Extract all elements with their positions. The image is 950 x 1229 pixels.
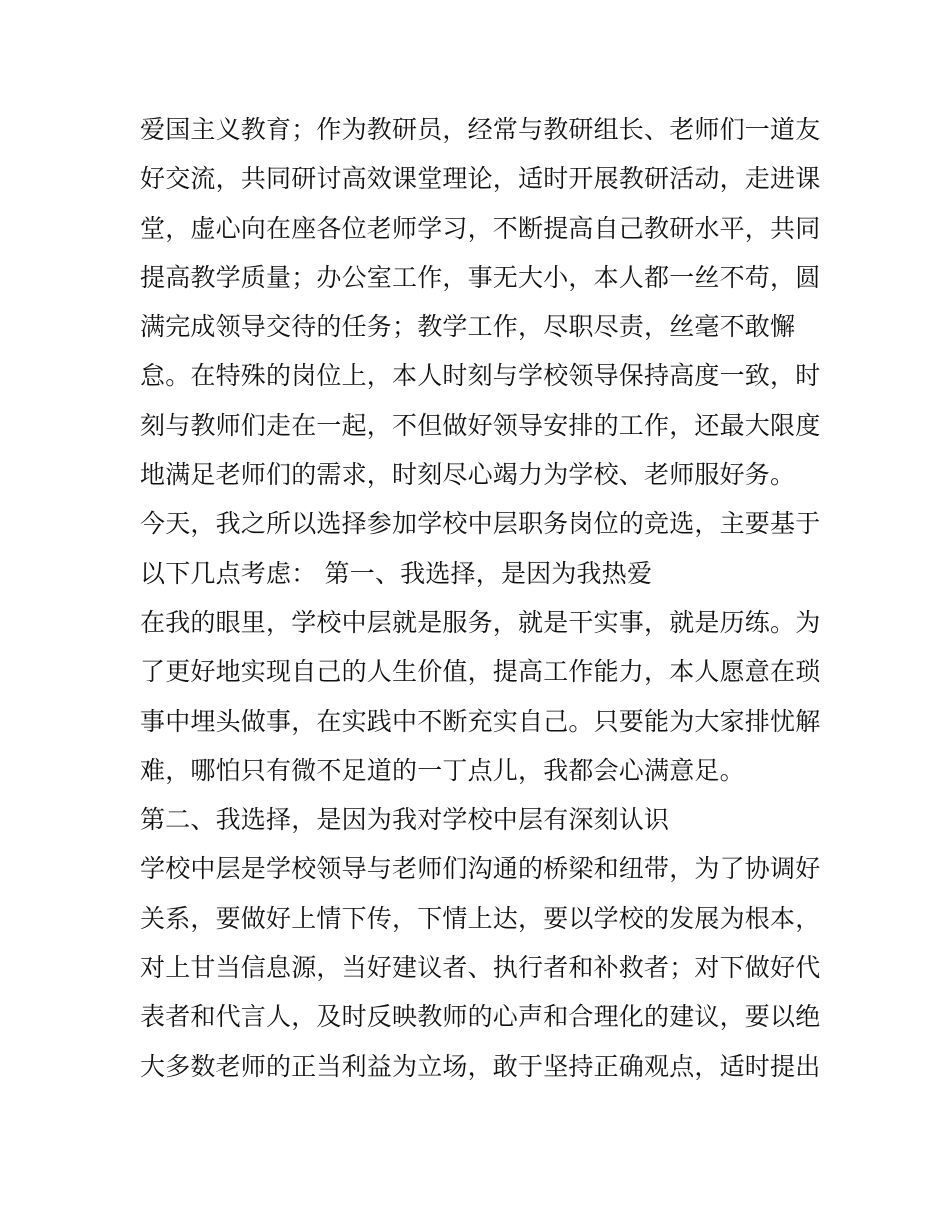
text-line: 满完成领导交待的任务；教学工作，尽职尽责，丝毫不敢懈 <box>140 312 796 342</box>
text-line: 对上甘当信息源，当好建议者、执行者和补救者；对下做好代 <box>140 953 821 983</box>
text-line: 怠。在特殊的岗位上，本人时刻与学校领导保持高度一致，时 <box>140 361 821 391</box>
text-line: 地满足老师们的需求，时刻尽心竭力为学校、老师服好务。 <box>140 460 796 490</box>
text-line: 爱国主义教育；作为教研员，经常与教研组长、老师们一道友 <box>140 115 821 144</box>
text-line: 难，哪怕只有微不足道的一丁点儿，我都会心满意足。 <box>140 755 745 785</box>
text-line: 学校中层是学校领导与老师们沟通的桥梁和纽带，为了协调好 <box>140 854 821 884</box>
text-line: 大多数老师的正当利益为立场，敢于坚持正确观点，适时提出 <box>140 1051 821 1081</box>
text-line: 在我的眼里，学校中层就是服务，就是干实事，就是历练。为 <box>140 607 821 637</box>
text-line: 事中埋头做事，在实践中不断充实自己。只要能为大家排忧解 <box>140 706 821 736</box>
text-line: 第二、我选择，是因为我对学校中层有深刻认识 <box>140 805 670 835</box>
body-text <box>140 105 830 1091</box>
text-line: 堂，虚心向在座各位老师学习，不断提高自己教研水平，共同 <box>140 213 821 243</box>
text-line: 今天，我之所以选择参加学校中层职务岗位的竞选，主要基于 <box>140 509 821 539</box>
text-line: 以下几点考虑： 第一、我选择，是因为我热爱 <box>140 558 653 588</box>
text-line: 刻与教师们走在一起，不但做好领导安排的工作，还最大限度 <box>140 410 821 440</box>
text-line: 提高教学质量；办公室工作，事无大小，本人都一丝不苟，圆 <box>140 262 821 292</box>
text-line: 表者和代言人，及时反映教师的心声和合理化的建议，要以绝 <box>140 1002 821 1032</box>
text-line: 关系，要做好上情下传，下情上达，要以学校的发展为根本， <box>140 903 821 933</box>
text-line: 好交流，共同研讨高效课堂理论，适时开展教研活动，走进课 <box>140 164 821 194</box>
text-line: 了更好地实现自己的人生价值，提高工作能力，本人愿意在琐 <box>140 657 821 687</box>
